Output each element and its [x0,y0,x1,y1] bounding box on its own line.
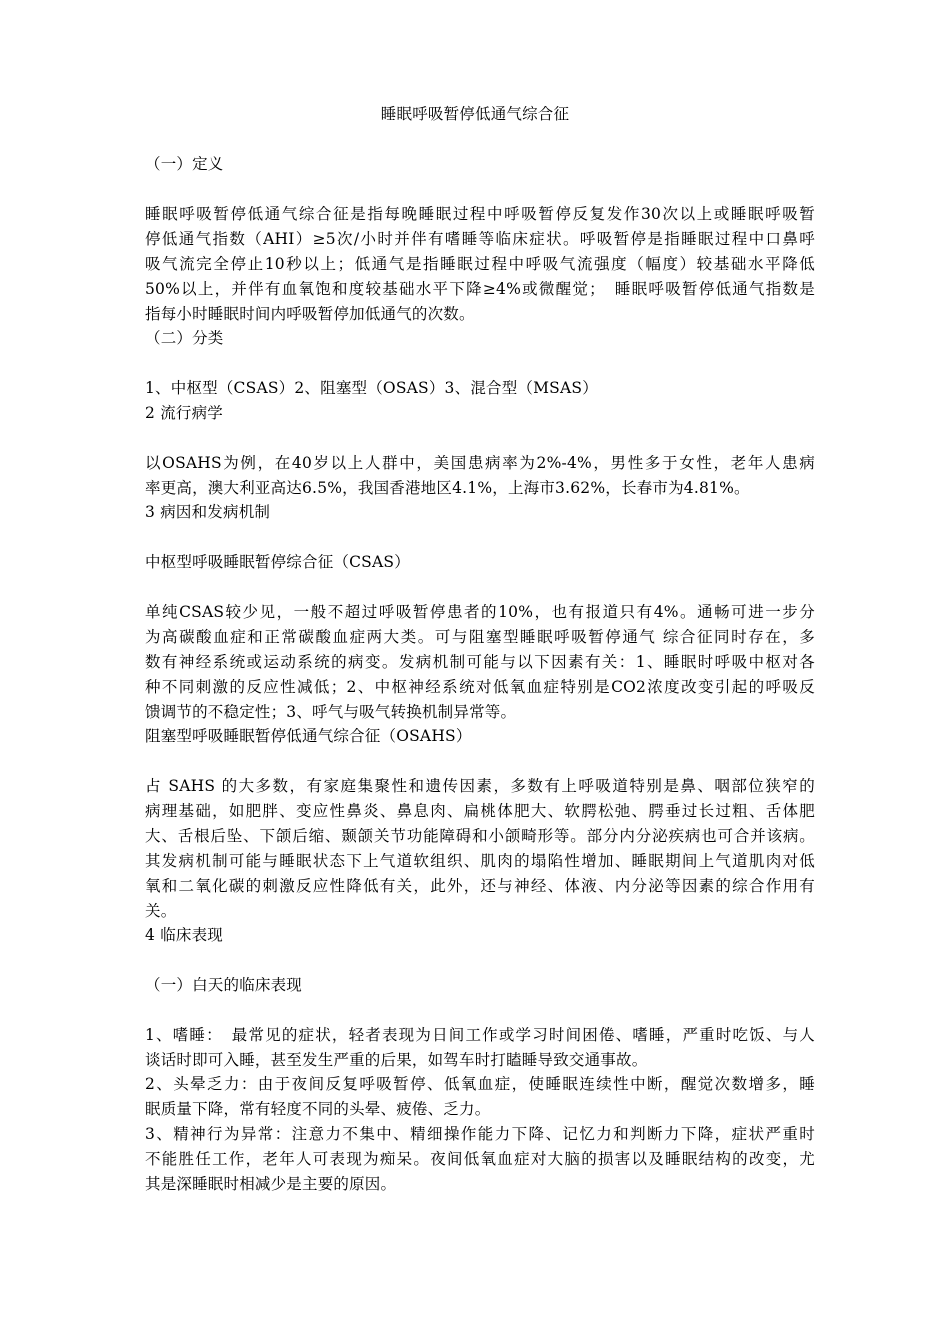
paragraph-line: 以OSAHS为例，在40岁以上人群中，美国患病率为2%-4%，男性多于女性，老年人患病 [145,454,815,472]
paragraph-line: 50%以上，并伴有血氧饱和度较基础水平下降≥4%或微醒觉； 睡眠呼吸暂停低通气指数是 [145,280,815,298]
paragraph-line: 大、舌根后坠、下颌后缩、颞颌关节功能障碍和小颌畸形等。部分内分泌疾病也可合并该病。 [145,827,815,845]
subheading-csas: 中枢型呼吸睡眠暂停综合征（CSAS） [145,553,410,571]
paragraph-line: 不能胜任工作，老年人可表现为痴呆。夜间低氧血症对大脑的损害以及睡眠结构的改变，尤 [145,1150,815,1168]
page-title: 睡眠呼吸暂停低通气综合征 [380,105,570,123]
section-heading-definition: （一）定义 [145,155,224,173]
paragraph-line: 馈调节的不稳定性；3、呼气与吸气转换机制异常等。 [145,703,517,721]
paragraph-line: 其发病机制可能与睡眠状态下上气道软组织、肌肉的塌陷性增加、睡眠期间上气道肌肉对低 [145,852,815,870]
section-heading-etiology: 3 病因和发病机制 [145,503,271,521]
paragraph-line: 数有神经系统或运动系统的病变。发病机制可能与以下因素有关：1、睡眠时呼吸中枢对各 [145,653,815,671]
subheading-osahs: 阻塞型呼吸睡眠暂停低通气综合征（OSAHS） [145,727,472,745]
paragraph-line: 病理基础，如肥胖、变应性鼻炎、鼻息肉、扁桃体肥大、软腭松弛、腭垂过长过粗、舌体肥 [145,802,815,820]
paragraph-line: 率更高，澳大利亚高达6.5%，我国香港地区4.1%，上海市3.62%，长春市为4.81%。 [145,479,750,497]
paragraph-line: 眠质量下降，常有轻度不同的头晕、疲倦、乏力。 [145,1100,491,1118]
paragraph-line: 谈话时即可入睡，甚至发生严重的后果，如驾车时打瞌睡导致交通事故。 [145,1051,648,1069]
subheading-daytime: （一）白天的临床表现 [145,976,303,994]
paragraph-line: 1、嗜睡： 最常见的症状，轻者表现为日间工作或学习时间困倦、嗜睡，严重时吃饭、与人 [145,1026,815,1044]
paragraph-line: 停低通气指数（AHI）≥5次/小时并伴有嗜睡等临床症状。呼吸暂停是指睡眠过程中口鼻呼 [145,230,815,248]
section-heading-classification: （二）分类 [145,329,224,347]
paragraph-line: 1、中枢型（CSAS）2、阻塞型（OSAS）3、混合型（MSAS） [145,379,598,397]
section-heading-clinical: 4 临床表现 [145,926,223,944]
paragraph-line: 3、精神行为异常：注意力不集中、精细操作能力下降、记忆力和判断力下降，症状严重时 [145,1125,815,1143]
section-heading-epidemiology: 2 流行病学 [145,404,223,422]
paragraph-line: 氧和二氧化碳的刺激反应性降低有关，此外，还与神经、体液、内分泌等因素的综合作用有 [145,877,815,895]
paragraph-line: 占 SAHS 的大多数，有家庭集聚性和遗传因素，多数有上呼吸道特别是鼻、咽部位狭窄的 [145,777,815,795]
paragraph-line: 关。 [145,902,177,920]
paragraph-line: 为高碳酸血症和正常碳酸血症两大类。可与阻塞型睡眠呼吸暂停通气 综合征同时存在，多 [145,628,815,646]
paragraph-line: 指每小时睡眠时间内呼吸暂停加低通气的次数。 [145,305,475,323]
paragraph-line: 2、头晕乏力：由于夜间反复呼吸暂停、低氧血症，使睡眠连续性中断，醒觉次数增多，睡 [145,1075,815,1093]
paragraph-line: 单纯CSAS较少见，一般不超过呼吸暂停患者的10%，也有报道只有4%。通畅可进一步分 [145,603,815,621]
paragraph-line: 其是深睡眠时相减少是主要的原因。 [145,1175,397,1193]
paragraph-line: 种不同刺激的反应性减低；2、中枢神经系统对低氧血症特别是CO2浓度改变引起的呼吸反 [145,678,815,696]
paragraph-line: 睡眠呼吸暂停低通气综合征是指每晚睡眠过程中呼吸暂停反复发作30次以上或睡眠呼吸暂 [145,205,815,223]
paragraph-line: 吸气流完全停止10秒以上；低通气是指睡眠过程中呼吸气流强度（幅度）较基础水平降低 [145,255,815,273]
